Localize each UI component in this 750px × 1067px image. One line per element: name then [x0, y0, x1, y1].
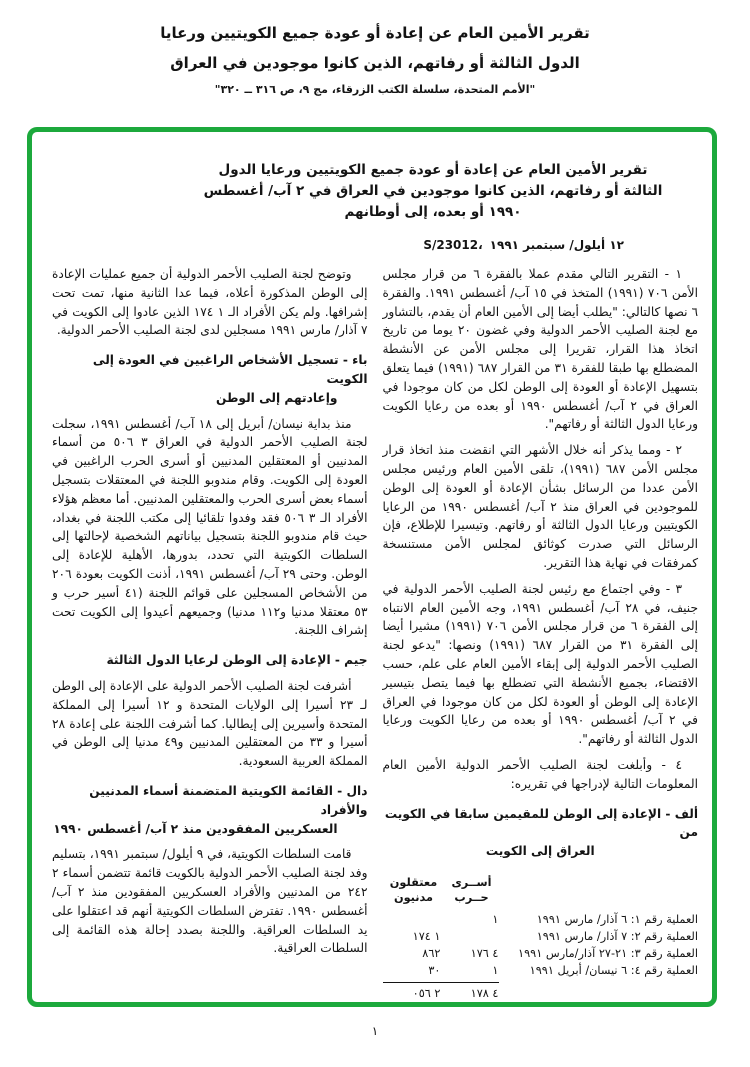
- document-border: [27, 127, 717, 1007]
- left-column: [52, 265, 368, 1002]
- civilian-count: ١ ١٧٤: [412, 929, 441, 943]
- civ-header-line-1: معتقلون: [389, 875, 438, 889]
- table-row: [383, 911, 699, 928]
- page-number: ١: [371, 1024, 379, 1038]
- section-heading-alif-line-1: ألف - الإعادة إلى الوطن للمقيمين سابقا في الكويت من: [384, 806, 698, 840]
- repatriation-table: [383, 875, 699, 1002]
- section-heading-ba-line-1: باء - تسجيل الأشخاص الراغبين في العودة إلى الكويت: [92, 353, 368, 386]
- table-row: [383, 945, 699, 962]
- document-dateline: [423, 238, 624, 252]
- section-heading-jim: جيم - الإعادة إلى الوطن لرعايا الدول الثالثة: [106, 653, 368, 668]
- section-heading-dal: [52, 782, 368, 838]
- operation-label: العملية رقم ٣: ٢١-٢٧ آذار/مارس ١٩٩١: [518, 946, 698, 960]
- page-header: [0, 18, 750, 102]
- civilian-count: ٨٦٢: [422, 946, 441, 960]
- civilian-column-header: [383, 875, 441, 911]
- paragraph-4: ٤ - وأبلغت لجنة الصليب الأحمر الدولية الأمين العام المعلومات التالية لإدراجها في تقريره:: [382, 757, 698, 791]
- section-heading-alif-line-2: العراق إلى الكويت: [485, 844, 595, 859]
- civilian-count: ٣٠: [428, 963, 441, 977]
- civilian-total: ٢ ٠٥٦: [383, 982, 441, 1002]
- section-heading-ba: [52, 351, 368, 407]
- document-columns: [52, 265, 698, 1002]
- header-citation: "الأمم المتحدة، سلسلة الكتب الزرقاء، مج ٩، ص ٣١٦ ــ ٣٢٠": [214, 83, 536, 96]
- paragraph-registration: منذ بداية نيسان/ أبريل إلى ١٨ آب/ أغسطس ١٩٩١، سجلت لجنة الصليب الأحمر الدولية في العراق ٣ ٥٠٦ من أسماء المدنيين أو المعتقلين المدنيين أو أسرى الحرب الراغبين في العودة إلى الكويت. وقام مندوبو اللجنة في المعتقلات بتسجيل أسماء بعض أسرى الحرب والمعتقلين المدنيين. أما معظم هؤلاء الأفراد الـ ٣ ٥٠٦ فقد وفدوا تلقائيا إلى مكتب اللجنة في بغداد، حيث قام مندوبو اللجنة بتسجيل بياناتهم الشخصية لإحالتها إلى السلطات الكويتية التي تحدد، بدورها، الأهلية للإعادة إلى الوطن. وحتى ٢٩ آب/ أغسطس ١٩٩١، أذنت الكويت بعودة ٢٠٦ من الأشخاص المسجلين على قوائم اللجنة (٤١ أسير حرب و ٥٣ معتقلا مدنيا و١١٢ مدنيا) وجميعهم أعيدوا إلى الكويت تحت إشراف اللجنة.: [52, 416, 368, 638]
- section-heading-dal-line-1: دال - القائمة الكويتية المتضمنة أسماء المدنيين والأفراد: [89, 783, 368, 817]
- section-heading-alif: [383, 805, 699, 861]
- document-title-line-1: تقرير الأمين العام عن إعادة أو عودة جميع الكويتيين ورعايا الدول: [218, 162, 648, 178]
- header-title-line-2: الدول الثالثة أو رفاتهم، الذين كانوا موجودين في العراق: [170, 54, 580, 72]
- document-date: ١٢ أيلول/ سبتمبر ١٩٩١: [489, 238, 624, 252]
- pow-header-line-1: أســرى: [451, 875, 492, 889]
- paragraph-3: ٣ - وفي اجتماع مع رئيس لجنة الصليب الأحمر الدولية في جنيف، في ٢٨ آب/ أغسطس ١٩٩١، وجه الأمين العام الانتباه إلى الفقرة ٦ من قرار مجلس الأمن ٧٠٦ (١٩٩١) مشيرا أيضا إلى الفقرة ٣١ من القرار ٦٨٧ (١٩٩١) ونصها: "يدعو لجنة الصليب الأحمر الدولية إلى إبقاء الأمين العام على علم، حسب الاقتضاء، بجميع الأنشطة التي تضطلع بها فيما يتصل بتيسير الإعادة إلى الوطن أو العودة لكل من كان موجودا في العراق في ٢ آب/ أغسطس ١٩٩٠ أو بعده من رعايا الكويت ورعايا الدول الثالثة أو رفاتهم".: [382, 581, 699, 747]
- header-title-line-1: تقرير الأمين العام عن إعادة أو عودة جميع الكويتيين ورعايا: [160, 24, 590, 42]
- pow-total: ٤ ١٧٨: [441, 982, 499, 1002]
- paragraph-kuwaiti-list: قامت السلطات الكويتية، في ٩ أيلول/ سبتمبر ١٩٩١، بتسليم وفد لجنة الصليب الأحمر الدولية بالكويت قائمة تتضمن أسماء ٢ ٢٤٢ من المدنيين والأفراد العسكريين المفقودين منذ ٢ آب/ أغسطس ١٩٩٠. تفترض السلطات الكويتية أنهم قد اعتقلوا على يد السلطات العراقية. واللجنة بصدد إحالة هذه القائمة إلى السلطات العراقية.: [52, 847, 368, 956]
- pow-count: ٤ ١٧٦: [470, 946, 499, 960]
- pow-column-header: [441, 875, 499, 911]
- table-row: [383, 928, 699, 945]
- civ-header-line-2: مدنيون: [393, 890, 434, 904]
- paragraph-intro: وتوضح لجنة الصليب الأحمر الدولية أن جميع عمليات الإعادة إلى الوطن المذكورة أعلاه، فيما عدا الثانية منها، تمت تحت إشرافها. ولم يكن الأفراد الـ ١ ١٧٤ الذين عادوا إلى الكويت في ٧ آذار/ مارس ١٩٩١ مسجلين لدى لجنة الصليب الأحمر الدولية.: [52, 267, 368, 338]
- document-symbol: S/23012،: [423, 238, 483, 252]
- operation-label: العملية رقم ٢: ٧ آذار/ مارس ١٩٩١: [536, 929, 698, 943]
- paragraph-2: ٢ - ومما يذكر أنه خلال الأشهر التي انقضت منذ اتخاذ قرار مجلس الأمن ٦٨٧ (١٩٩١)، تلقى الأمين العام ورئيس مجلس الأمن عددا من الرسائل بشأن الإعادة أو العودة إلى الوطن للموجودين في العراق منذ ٢ آب/ أغسطس ١٩٩٠ من الرعايا الكويتيين ورعايا الدول الثالثة أو رفاتهم. وتيسيرا للإطلاع، فإن الرسائل التي صدرت كوثائق لمجلس الأمن مستنسخة كمرفقات في نهاية هذا التقرير.: [382, 443, 698, 570]
- table-row: [383, 962, 699, 979]
- pow-count: ١: [492, 963, 499, 977]
- document-title-line-2: الثالثة أو رفاتهم، الذين كانوا موجودين في العراق في ٢ آب/ أغسطس: [203, 183, 663, 199]
- document-title: [172, 160, 694, 223]
- right-column: [383, 265, 699, 1002]
- pow-header-line-2: حــرب: [454, 890, 489, 904]
- pow-count: ١: [492, 912, 499, 926]
- section-heading-ba-line-2: وإعادتهم إلى الوطن: [215, 390, 338, 405]
- table-total-row: [383, 982, 699, 1002]
- paragraph-third-states: أشرفت لجنة الصليب الأحمر الدولية على الإعادة إلى الوطن لـ ٢٣ أسيرا إلى الولايات المتحدة و ١٢ أسيرا إلى المملكة المتحدة وأسيرين إلى إيطاليا. كما أشرفت اللجنة على إعادة ٢٨ أسيرا و ٣٣ من المعتقلين المدنيين و٤٩ مدنيا إلى الوطن في المملكة العربية السعودية.: [52, 678, 368, 769]
- document-title-line-3: ١٩٩٠ أو بعده، إلى أوطانهم: [344, 204, 522, 220]
- table-header-row: [383, 875, 699, 911]
- section-heading-dal-line-2: العسكريين المفقودين منذ ٢ آب/ أغسطس ١٩٩٠: [53, 821, 338, 836]
- operation-label: العملية رقم ٤: ٦ نيسان/ أبريل ١٩٩١: [529, 963, 698, 977]
- paragraph-1: ١ - التقرير التالي مقدم عملا بالفقرة ٦ من قرار مجلس الأمن ٧٠٦ (١٩٩١) المتخذ في ١٥ آب/ أغسطس ١٩٩١. والفقرة ٦ نصها كالتالي: "يطلب أيضا إلى الأمين العام أن يقدم، بالتشاور مع لجنة الصليب الأحمر الدولية وفي غضون ٢٠ يوما من تاريخ اتخاذ هذا القرار، تقريرا إلى مجلس الأمن عن الأنشطة المضطلع بها طبقا للفقرة ٣١ من القرار ٦٨٧ (١٩٩١) فيما يتعلق بتسهيل الإعادة أو العودة إلى الوطن لكل من كان موجودا في العراق في ٢ آب/ أغسطس ١٩٩٠ أو بعده من رعايا الكويت ورعايا الدول الثالثة أو رفاتهم".: [382, 267, 699, 432]
- operation-label: العملية رقم ١: ٦ آذار/ مارس ١٩٩١: [536, 912, 698, 926]
